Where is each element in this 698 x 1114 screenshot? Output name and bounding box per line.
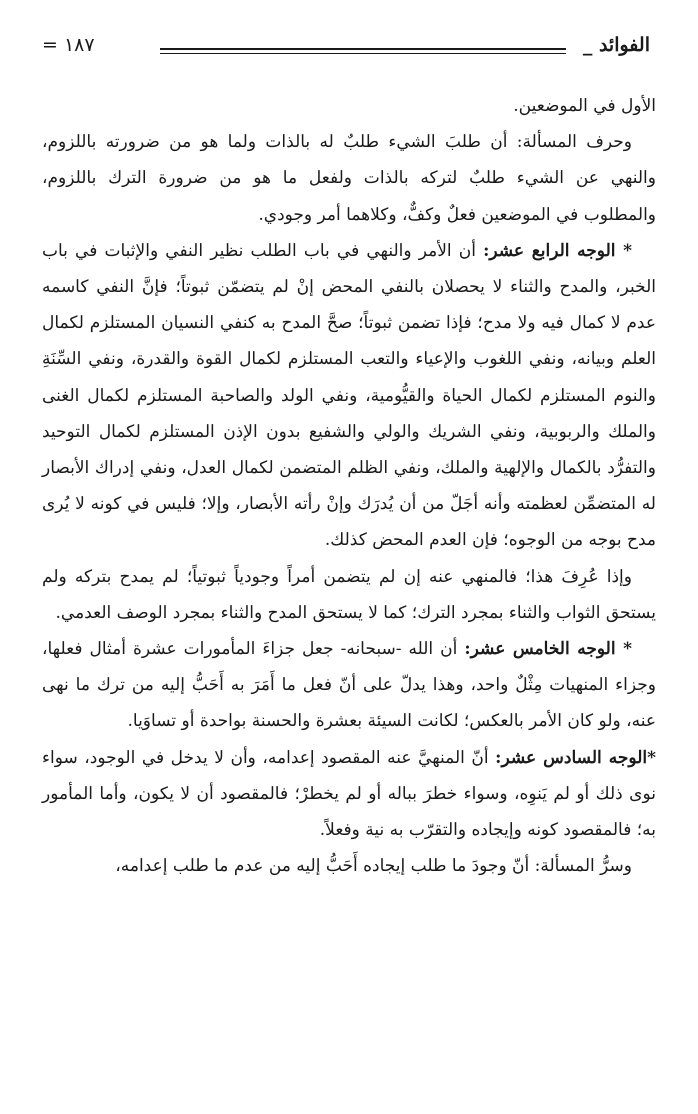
paragraph-text: أن الله -سبحانه- جعل جزاءَ المأمورات عشرة أمثال فعلها، وجزاء المنهيات مِثْلٌ واحد، وهذا يدلّ على أنّ فعل ما أَمَرَ به أَحَبُّ إليه من ترك ما نهى عنه، ولو كان الأمر بالعكس؛ لكانت السيئة بعشرة والحسنة بواحدة أو تساوَيا. (42, 639, 656, 732)
paragraph-text: وحرف المسألة: أن طلبَ الشيء طلبٌ له بالذات ولما هو من ضرورته باللزوم، والنهي عن الشيء طلبٌ لتركه بالذات ولفعل ما هو من ضرورة الترك باللزوم، والمطلوب في الموضعين فعلٌ وكفٌّ، وكلاهما أمر وجودي. (42, 132, 656, 225)
running-title: _ الفوائد (582, 34, 650, 56)
section-heading: * الوجه الخامس عشر: (464, 639, 632, 660)
paragraph-5 (42, 631, 656, 740)
paragraph-text: أنّ المنهيَّ عنه المقصود إعدامه، وأن لا يدخل في الوجود، سواء نوى ذلك أو لم يَنوِه، وسواء خطرَ بباله أو لم يخطرْ؛ فالمقصود أن لا يكون، وأما المأمور به؛ فالمقصود كونه وإيجاده والتقرّب به نية وفعلاً. (42, 747, 656, 841)
paragraph-text: وسرُّ المسألة: أنّ وجودَ ما طلب إيجاده أَحَبُّ إليه من عدم ما طلب إعدامه، (115, 856, 632, 877)
page-body (42, 88, 656, 884)
paragraph-7 (42, 848, 656, 884)
header-rule (160, 48, 566, 54)
paragraph-text: أن الأمر والنهي في باب الطلب نظير النفي والإثبات في باب الخبر، والمدح والثناء لا يحصلان بالنفي المحض إنْ لم يتضمّن ثبوتاً؛ فإنَّ النفي كاسمه عدم لا كمال فيه ولا مدح؛ فإذا تضمن ثبوتاً؛ صحَّ المدح به كنفي النسيان المستلزم لكمال العلم وبيانه، ونفي اللغوب والإعياء والتعب المستلزم لكمال القوة والقدرة، ونفي السِّنَةِ والنوم المستلزم لكمال الحياة والقيُّومية، ونفي الولد والصاحبة المستلزم لكمال الغنى والملك والربوبية، ونفي الشريك والولي والشفيع بدون الإذن المستلزم لكمال التوحيد والتفرُّد بالكمال والإلهية والملك، ونفي الظلم المتضمن لكمال العدل، ونفي إدراك الأبصار له المتضمِّن لعظمته وأنه أجَلّ من أن يُدرَك وإنْ رأته الأبصار، وإلا؛ فليس في كونه لا يُرى مدح بوجه من الوجوه؛ فإن العدم المحض كذلك. (42, 240, 656, 551)
section-heading: * الوجه الرابع عشر: (483, 240, 633, 261)
paragraph-text: وإذا عُرِفَ هذا؛ فالمنهي عنه إن لم يتضمن أمراً وجودياً ثبوتياً؛ لم يمدح بتركه ولم يستحق الثواب والثناء بمجرد الترك؛ كما لا يستحق المدح والثناء بمجرد الوصف العدمي. (42, 566, 656, 623)
page-header (42, 28, 656, 72)
paragraph-6 (42, 740, 656, 849)
paragraph-2 (42, 124, 656, 233)
paragraph-3 (42, 233, 656, 559)
paragraph-text: الأول في الموضعين. (513, 96, 656, 116)
page-number: = ١٨٧ (42, 34, 95, 56)
section-heading: *الوجه السادس عشر: (495, 747, 656, 768)
paragraph-1 (42, 88, 656, 124)
paragraph-4 (42, 559, 656, 631)
